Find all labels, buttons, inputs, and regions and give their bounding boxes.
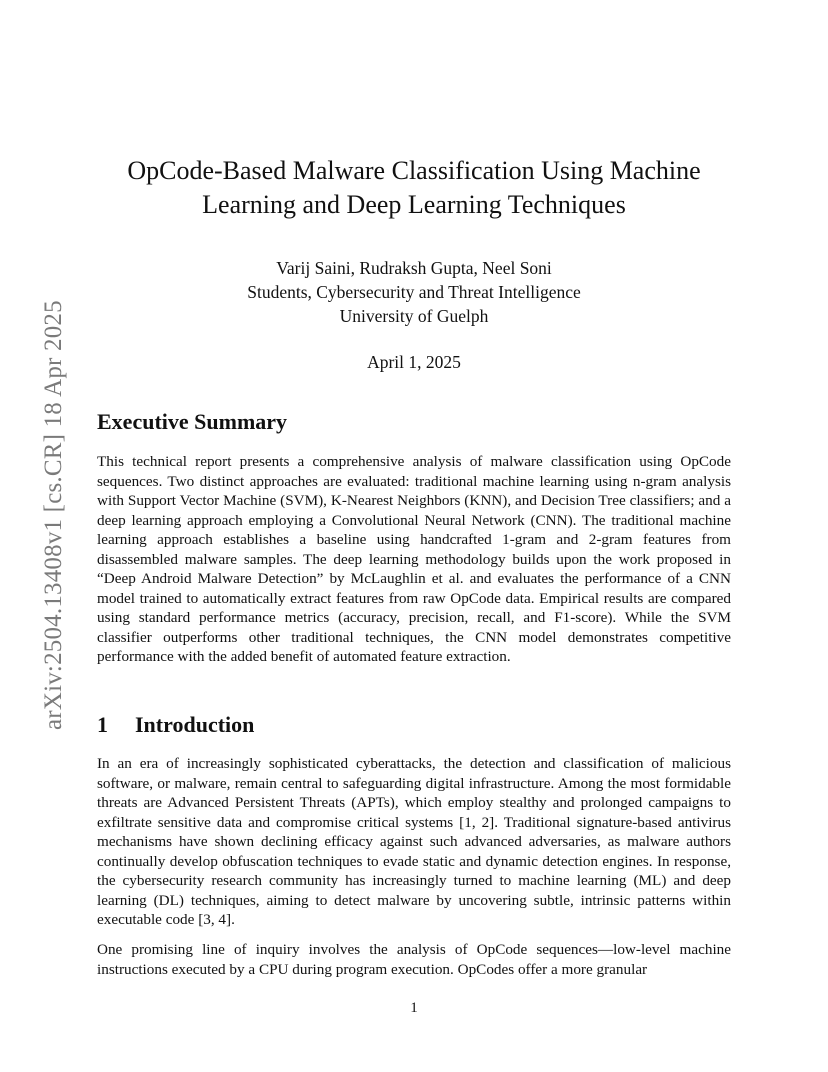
author-affiliation: University of Guelph [339, 306, 489, 326]
paper-date: April 1, 2025 [367, 352, 461, 372]
section-title: Introduction [135, 712, 255, 737]
page-number: 1 [410, 1000, 418, 1016]
executive-summary-paragraph: This technical report presents a comprehensive analysis of malware classification using OpCode sequences. Two distinct approaches are evaluated: traditional machine learning using n-gram analysis with Support Vector Machine (SVM), K-Nearest Neighbors (KNN), and Decision Tree classifiers; and a deep learning approach employing a Convolutional Neural Network (CNN). The traditional machine learning approach establishes a baseline using handcrafted 1-gram and 2-gram features from disassembled malware samples. The deep learning methodology builds upon the work proposed in “Deep Android Malware Detection” by McLaughlin et al. and evaluates the performance of a CNN model trained to automatically extract features from raw OpCode data. Empirical results are compared using standard performance metrics (accuracy, precision, recall, and F1-score). While the SVM classifier outperforms other traditional techniques, the CNN model demonstrates competitive performance with the added benefit of automated feature extraction. [97, 453, 731, 665]
introduction-paragraph-2: One promising line of inquiry involves the analysis of OpCode sequences—low-level machine instructions executed by a CPU during program execution. OpCodes offer a more granular [97, 941, 731, 978]
paper-title-line-2: Learning and Deep Learning Techniques [202, 190, 626, 219]
author-role: Students, Cybersecurity and Threat Intelligence [247, 282, 581, 302]
author-block [80, 256, 748, 328]
introduction-paragraph-1: In an era of increasingly sophisticated cyberattacks, the detection and classification of malicious software, or malware, remain central to safeguarding digital infrastructure. Among the most formidable threats are Advanced Persistent Threats (APTs), which employ stealthy and prolonged campaigns to exfiltrate sensitive data and compromise critical systems [1, 2]. Traditional signature-based antivirus mechanisms have shown declining efficacy against such advanced adversaries, as malware authors continually develop obfuscation techniques to evade static and dynamic detection engines. In response, the cybersecurity research community has increasingly turned to machine learning (ML) and deep learning (DL) techniques, aiming to detect malware by uncovering subtle, intrinsic patterns within executable code [3, 4]. [97, 755, 731, 928]
introduction-heading [97, 711, 254, 739]
paper-title [80, 154, 748, 222]
section-number: 1 [97, 712, 108, 737]
executive-summary-heading: Executive Summary [97, 409, 288, 434]
paper-title-line-1: OpCode-Based Malware Classification Using Machine [127, 156, 701, 185]
author-names: Varij Saini, Rudraksh Gupta, Neel Soni [276, 258, 552, 278]
arxiv-identifier-stamp: arXiv:2504.13408v1 [cs.CR] 18 Apr 2025 [40, 300, 67, 730]
